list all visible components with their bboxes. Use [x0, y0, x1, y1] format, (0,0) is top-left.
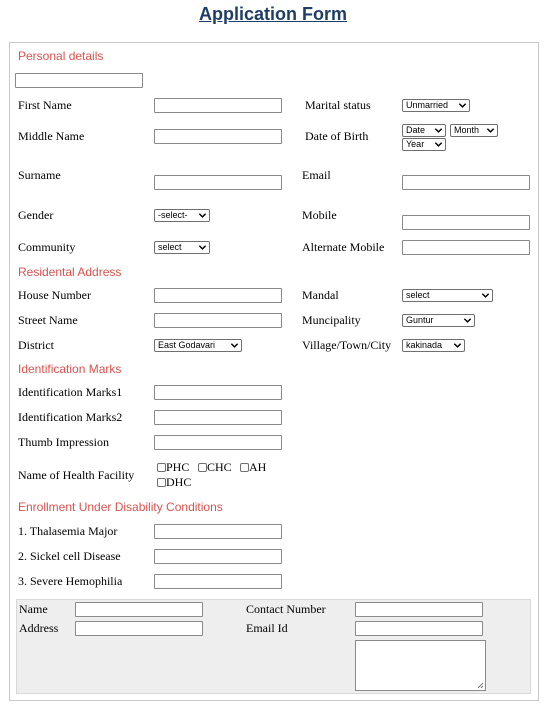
contact-address-input[interactable] [75, 621, 203, 636]
mobile-input[interactable] [402, 215, 530, 230]
municipality-select[interactable] [402, 314, 475, 327]
thalasemia-input[interactable] [154, 524, 282, 539]
dob-year-value: Year [406, 139, 425, 149]
application-id-input[interactable] [15, 73, 143, 88]
mandal-select-value: select [406, 290, 430, 300]
chc-checkbox[interactable] [198, 463, 207, 472]
mandal-select[interactable] [402, 289, 493, 302]
mandal-label: Mandal [302, 288, 339, 302]
chevron-down-icon [230, 341, 239, 350]
chc-label: CHC [207, 460, 232, 474]
alternate-mobile-input[interactable] [402, 240, 530, 255]
health-facility-option-dhc[interactable] [157, 475, 191, 490]
sickel-cell-label: 2. Sickel cell Disease [18, 549, 121, 563]
section-personal-details: Personal details [18, 49, 104, 63]
chevron-down-icon [198, 211, 207, 220]
contact-name-input[interactable] [75, 602, 203, 617]
middle-name-input[interactable] [154, 129, 282, 144]
dob-date-value: Date [406, 125, 426, 135]
health-facility-option-phc[interactable] [157, 460, 189, 475]
contact-name-label: Name [19, 602, 48, 616]
surname-label: Surname [18, 168, 61, 182]
hemophilia-label: 3. Severe Hemophilia [18, 574, 123, 588]
chevron-down-icon [453, 341, 462, 350]
email-input[interactable] [402, 175, 530, 190]
contact-number-label: Contact Number [246, 602, 326, 616]
gender-select[interactable] [154, 209, 210, 222]
section-enrollment: Enrollment Under Disability Conditions [18, 500, 223, 514]
chevron-down-icon [198, 243, 207, 252]
resize-grip-icon[interactable] [477, 682, 484, 689]
health-facility-option-ah[interactable] [240, 460, 266, 475]
gender-select-value: -select- [158, 210, 188, 220]
phc-label: PHC [166, 460, 190, 474]
chevron-down-icon [434, 126, 443, 135]
chevron-down-icon [486, 126, 495, 135]
district-label: District [18, 338, 54, 352]
chevron-down-icon [458, 101, 467, 110]
identification-marks2-input[interactable] [154, 410, 282, 425]
marital-status-label: Marital status [305, 98, 371, 112]
village-select[interactable] [402, 339, 465, 352]
dob-year-select[interactable] [402, 138, 446, 151]
first-name-label: First Name [18, 98, 72, 112]
village-label: Village/Town/City [302, 338, 392, 352]
house-number-label: House Number [18, 288, 91, 302]
dob-date-select[interactable] [402, 124, 446, 137]
section-residential-address: Residental Address [18, 265, 122, 279]
alternate-mobile-label: Alternate Mobile [302, 240, 385, 254]
dob-label: Date of Birth [305, 129, 369, 143]
marital-status-select[interactable] [402, 99, 470, 112]
email-id-label: Email Id [246, 621, 288, 635]
marital-status-value: Unmarried [406, 100, 449, 110]
ah-checkbox[interactable] [240, 463, 249, 472]
municipality-select-value: Guntur [406, 315, 434, 325]
contact-textarea[interactable] [355, 640, 486, 691]
thumb-impression-label: Thumb Impression [18, 435, 109, 449]
chevron-down-icon [481, 291, 490, 300]
contact-number-input[interactable] [355, 602, 483, 617]
street-name-input[interactable] [154, 313, 282, 328]
email-id-input[interactable] [355, 621, 483, 636]
thalasemia-label: 1. Thalasemia Major [18, 524, 118, 538]
village-select-value: kakinada [406, 340, 443, 350]
chevron-down-icon [463, 316, 472, 325]
gender-label: Gender [18, 208, 54, 222]
chevron-down-icon [434, 140, 443, 149]
email-label: Email [302, 168, 331, 182]
section-identification-marks: Identification Marks [18, 362, 122, 376]
dob-month-value: Month [454, 125, 480, 135]
identification-marks1-label: Identification Marks1 [18, 385, 123, 399]
dob-month-select[interactable] [450, 124, 498, 137]
identification-marks2-label: Identification Marks2 [18, 410, 123, 424]
district-select-value: East Godavari [158, 340, 216, 350]
community-select-value: select [158, 242, 182, 252]
municipality-label: Muncipality [302, 313, 361, 327]
ah-label: AH [249, 460, 267, 474]
community-label: Community [18, 240, 76, 254]
phc-checkbox[interactable] [157, 463, 166, 472]
street-name-label: Street Name [18, 313, 78, 327]
house-number-input[interactable] [154, 288, 282, 303]
identification-marks1-input[interactable] [154, 385, 282, 400]
mobile-label: Mobile [302, 208, 337, 222]
page-title: Application Form [199, 4, 347, 24]
community-select[interactable] [154, 241, 210, 254]
contact-address-label: Address [19, 621, 59, 635]
surname-input[interactable] [154, 175, 282, 190]
dhc-label: DHC [166, 475, 192, 489]
hemophilia-input[interactable] [154, 574, 282, 589]
health-facility-option-chc[interactable] [198, 460, 232, 475]
thumb-impression-input[interactable] [154, 435, 282, 450]
dhc-checkbox[interactable] [157, 478, 166, 487]
first-name-input[interactable] [154, 98, 282, 113]
middle-name-label: Middle Name [18, 129, 85, 143]
district-select[interactable] [154, 339, 242, 352]
health-facility-label: Name of Health Facility [18, 468, 135, 482]
sickel-cell-input[interactable] [154, 549, 282, 564]
